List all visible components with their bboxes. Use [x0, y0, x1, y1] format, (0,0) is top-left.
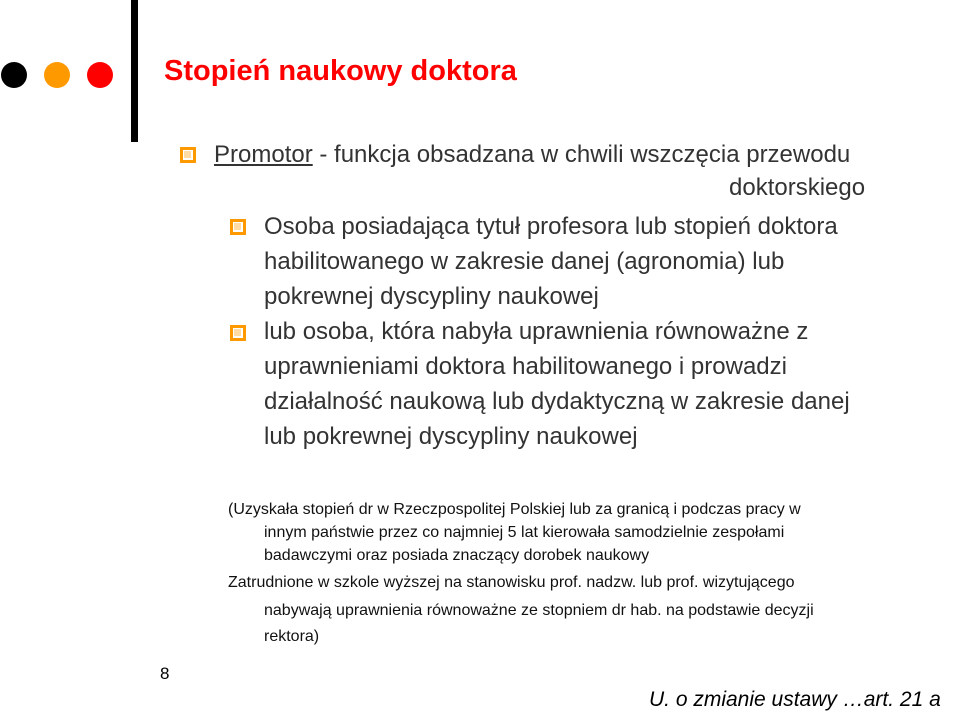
note-line: innym państwie przez co najmniej 5 lat kierowała samodzielnie zespołami: [264, 524, 785, 541]
red-dot-icon: [87, 62, 113, 88]
bullet-promotor-line2: doktorskiego: [729, 174, 866, 201]
checkbox-bullet-icon: [230, 325, 246, 341]
note-line: nabywają uprawnienia równoważne ze stopniem dr hab. na podstawie decyzji: [264, 602, 814, 619]
note-line: badawczymi oraz posiada znaczący dorobek naukowy: [264, 547, 650, 564]
bullet3-line: działalność naukową lub dydaktyczną w zakresie danej: [264, 388, 850, 415]
bullet-promotor: [214, 141, 850, 169]
vertical-divider: [131, 0, 138, 142]
black-dot-icon: [1, 62, 27, 88]
orange-dot-icon: [44, 62, 70, 88]
bullet3-line: lub osoba, która nabyła uprawnienia równoważne z: [264, 318, 809, 345]
slide-title: Stopień naukowy doktora: [164, 55, 517, 87]
bullet2-line: habilitowanego w zakresie danej (agronomia) lub: [264, 248, 785, 275]
bullet3-line: lub pokrewnej dyscypliny naukowej: [264, 423, 638, 450]
checkbox-bullet-icon: [230, 219, 246, 235]
promotor-definition: - funkcja obsadzana w chwili wszczęcia przewodu: [312, 141, 851, 168]
footer-reference: U. o zmianie ustawy …art. 21 a: [649, 688, 941, 711]
page-number: 8: [160, 664, 170, 683]
bullet2-line: Osoba posiadająca tytuł profesora lub stopień doktora: [264, 213, 838, 240]
bullet2-line: pokrewnej dyscypliny naukowej: [264, 283, 599, 310]
note-line: rektora): [264, 628, 320, 645]
note-line: Zatrudnione w szkole wyższej na stanowisku prof. nadzw. lub prof. wizytującego: [228, 574, 795, 591]
promotor-term: Promotor: [214, 141, 313, 168]
bullet3-line: uprawnieniami doktora habilitowanego i prowadzi: [264, 353, 787, 380]
checkbox-bullet-icon: [180, 147, 196, 163]
note-line: (Uzyskała stopień dr w Rzeczpospolitej Polskiej lub za granicą i podczas pracy w: [228, 501, 801, 518]
